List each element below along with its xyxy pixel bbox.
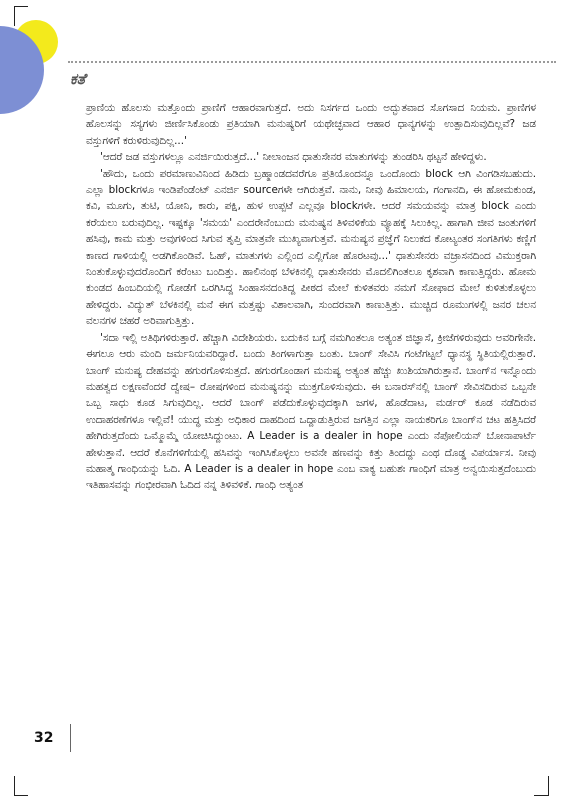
paragraph: ಪ್ರಾಣಿಯ ಹೊಲಸು ಮತ್ತೊಂದು ಪ್ರಾಣಿಗೆ ಆಹಾರವಾಗುತ್ತದೆ. ಅದು ನಿಸರ್ಗದ ಒಂದು ಅದ್ಭುತವಾದ ಸೊಗಸಾದ ನಿಯಮ. ಪ್ರಾಣಿಗಳ ಹೊಲಸನ್ನು ಸಸ್ಯಗಳು ಜೀರ್ಣಿಸಿಕೊಂಡು ಪ್ರತಿಯಾಗಿ ಮನುಷ್ಯರಿಗೆ ಯಥೇಚ್ಛವಾದ ಆಹಾರ ಧಾನ್ಯಗಳನ್ನು ಉತ್ಪಾದಿಸುವುದಿಲ್ಲವೆ? ಜಡ ವಸ್ತುಗಳಿಗೆ ಕರುಳಿರುವುದಿಲ್ಲ...' <box>86 102 536 147</box>
crop-mark <box>548 776 549 796</box>
page-number: 32 <box>34 730 54 746</box>
crop-mark <box>534 795 548 796</box>
story-body <box>86 100 536 494</box>
paragraph: 'ಸದಾ ಇಲ್ಲಿ ಅತಿಥಿಗಳಿರುತ್ತಾರೆ. ಹೆಚ್ಚಾಗಿ ವಿದೇಶಿಯರು. ಬದುಕಿನ ಬಗ್ಗೆ ನಮಗಿಂತಲೂ ಅತ್ಯಂತ ಜಿಜ್ಞಾಸೆ, ಕ್ರೀಜೆಗಳಿರುವುದು ಅವರಿಗೇನೇ. ಈಗಲೂ ಆರು ಮಂದಿ ಜರ್ಮನಿಯವರಿದ್ದಾರೆ. ಬಂದು ತಿಂಗಳಾಗುತ್ತಾ ಬಂತು. ಬಾಂಗ್ ಸೇವಿಸಿ ಗಂಟೆಗಟ್ಟಲೆ ಧ್ಯಾನಸ್ಥ ಸ್ಥಿತಿಯಲ್ಲಿರುತ್ತಾರೆ. ಬಾಂಗ್ ಮನುಷ್ಯ ದೇಹವನ್ನು ಹಗುರಗೊಳಿಸುತ್ತದೆ. ಹಗುರಗೊಂಡಾಗ ಮನುಷ್ಯ ಅತ್ಯಂತ ಹೆಚ್ಚು ಖುಶಿಯಾಗಿರುತ್ತಾನೆ. ಬಾಂಗ್‌ನ ಇನ್ನೊಂದು ಮಹತ್ವದ ಲಕ್ಷಣವೆಂದರೆ ದ್ವೇಷ– ರೋಷಗಳಿಂದ ಮನುಷ್ಯನನ್ನು ಮುಕ್ತಗೊಳಿಸುವುದು. ಈ ಬನಾರಸ್‌ನಲ್ಲಿ ಬಾಂಗ್ ಸೇವಿಸದಿರುವ ಒಬ್ಬನೇ ಒಬ್ಬ ಸಾಧು ಕೂಡ ಸಿಗುವುದಿಲ್ಲ. ಆದರೆ ಬಾಂಗ್ ಪಡೆದುಕೊಳ್ಳುವುದಕ್ಕಾಗಿ ಜಗಳ, ಹೊಡೆದಾಟ, ಮರ್ಡರ್ ಕೂಡ ನಡೆದಿರುವ ಉದಾಹರಣೆಗಳೂ ಇಲ್ಲಿವೆ! ಯುದ್ಧ ಮತ್ತು ಅಧಿಕಾರ ದಾಹದಿಂದ ಒದ್ದಾಡುತ್ತಿರುವ ಜಗತ್ತಿನ ಎಲ್ಲಾ ನಾಯಕರಿಗೂ ಬಾಂಗ್‌ನ ಚಟ ಹತ್ತಿಸಿದರೆ ಹೇಗಿರುತ್ತದೆಂದು ಒಮ್ಮೊಮ್ಮೆ ಯೋಚಿಸಿದ್ದುಂಟು. A Leader is a dealer in hope ಎಂದು ನೆಪೋಲಿಯನ್ ಬೋನಾಪಾರ್ಟೆ ಹೇಳುತ್ತಾನೆ. ಆದರೆ ಕೊನೆಗಳಿಗೆಯಲ್ಲಿ ಹಸಿವನ್ನು ಇಂಗಿಸಿಕೊಳ್ಳಲು ಅವನೇ ಹಣವನ್ನು ಕಿತ್ತು ತಿಂದದ್ದು ಎಂಥ ದೊಡ್ಡ ವಿಪರ್ಯಾಸ. ನೀವು ಮಹಾತ್ಮ ಗಾಂಧಿಯನ್ನು ಓದಿ. A Leader is a dealer in hope ಎಂಬ ವಾಕ್ಯ ಬಹುಶಃ ಗಾಂಧಿಗೆ ಮಾತ್ರ ಅನ್ವಯಿಸುತ್ತದೆಂಬುದು ಇತಿಹಾಸವನ್ನು ಗಂಭೀರವಾಗಿ ಓದಿದ ನನ್ನ ತಿಳಿವಳಿಕೆ. ಗಾಂಧಿ ಅತ್ಯಂತ <box>86 331 536 492</box>
crop-mark <box>14 776 15 796</box>
page-number-rule <box>70 724 71 752</box>
paragraph: 'ಆದರೆ ಜಡ ವಸ್ತುಗಳಲ್ಲೂ ಎನರ್ಜಿಯಿರುತ್ತದೆ...' ನೀಲಾಂಜನ ಧಾತುಸೇನರ ಮಾತುಗಳನ್ನು ತುಂಡರಿಸಿ ಥಟ್ಟನೆ ಹೇಳಿದ್ದಳು. <box>100 151 487 164</box>
section-label: ಕತೆ <box>70 70 86 88</box>
paragraph: 'ಹೌದು, ಒಂದು ಪರಮಾಣುವಿನಿಂದ ಹಿಡಿದು ಬ್ರಹ್ಮಾಂಡದವರೆಗೂ ಪ್ರತಿಯೊಂದನ್ನೂ ಒಂದೊಂದು block ಆಗಿ ವಿಂಗಡಿಸಬಹುದು. ಎಲ್ಲಾ blockಗಳೂ ಇಂಡಿಪೆಂಡೆಂಟ್ ಎನರ್ಜಿ sourceಗಳೇ ಆಗಿರುತ್ತವೆ. ನಾನು, ನೀವು ಹಿಮಾಲಯ, ಗಂಗಾನದಿ, ಈ ಹೋಮಕುಂಡ, ಕವಿ, ಮೂಗು, ತುಟಿ, ಯೋನಿ, ಕಾರು, ಪಕ್ಷಿ, ಹುಳ ಉಪ್ಪಟೆ ಎಲ್ಲವೂ blockಗಳೇ. ಆದರೆ ಸಮಯವನ್ನು ಮಾತ್ರ block ಎಂದು ಕರೆಯಲು ಬರುವುದಿಲ್ಲ. ಇಷ್ಟಕ್ಕೂ 'ಸಮಯ' ಎಂದರೇನೆಂಬುದು ಮನುಷ್ಯನ ತಿಳಿವಳಿಕೆಯ ವ್ಯೂಹಕ್ಕೆ ಸಿಲುಕಿಲ್ಲ. ಹಾಗಾಗಿ ಜೀವ ಜಂತುಗಳಿಗೆ ಹಸಿವು, ಕಾಮ ಮತ್ತು ಅವುಗಳಿಂದ ಸಿಗುವ ತೃಪ್ತಿ ಮಾತ್ರವೇ ಮುಖ್ಯವಾಗುತ್ತವೆ. ಮನುಷ್ಯನ ಪ್ರಜ್ಞೆಗೆ ನಿಲುಕದ ಕೋಟ್ಯಂತರ ಸಂಗತಿಗಳು ಕಣ್ಣಿಗೆ ಕಾಣದ ಗಾಳಿಯಲ್ಲಿ ಅಡಗಿಕೊಂಡಿವೆ. ಓಹ್, ಮಾತುಗಳು ಎಲ್ಲಿಂದ ಎಲ್ಲಿಗೋ ಹೊರಟವು...' ಧಾತುಸೇನರು ವಜ್ರಾಸನದಿಂದ ವಿಮುಕ್ತರಾಗಿ ನಿಂತುಕೊಳ್ಳುವುದರೊಂದಿಗೆ ಕರೆಂಟು ಬಂದಿತ್ತು. ಹಾಲಿನಂಥ ಬೆಳಕಿನಲ್ಲಿ ಧಾತುಸೇನರು ಮೊದಲಿಗಿಂತಲೂ ಕೃಶವಾಗಿ ಕಾಣುತ್ತಿದ್ದರು. ಹೋಮ ಕುಂಡದ ಹಿಂಬದಿಯಲ್ಲಿ ಗೋಡೆಗೆ ಒರಗಿಸಿದ್ದ ಸಿಂಹಾಸನದಂತಿದ್ದ ಪೀಠದ ಮೇಲೆ ಕುಳಿತವರು ನಮಗೆ ಸೋಫಾದ ಮೇಲೆ ಕುಳಿತುಕೊಳ್ಳಲು ಹೇಳಿದ್ದರು. ವಿದ್ಯುತ್ ಬೆಳಕಿನಲ್ಲಿ ಮನೆ ಈಗ ಮತ್ತಷ್ಟು ವಿಶಾಲವಾಗಿ, ಸುಂದರವಾಗಿ ಕಾಣುತ್ತಿತ್ತು. ಮುಚ್ಚಿದ ರೂಮುಗಳಲ್ಲಿ ಜನರ ಚಲನ ವಲನಗಳ ಚಹರೆ ಅರಿವಾಗುತ್ತಿತ್ತು. <box>86 167 536 328</box>
crop-mark <box>14 6 28 7</box>
crop-mark <box>14 6 15 26</box>
crop-mark <box>14 795 28 796</box>
dotted-header-rule <box>68 61 556 63</box>
